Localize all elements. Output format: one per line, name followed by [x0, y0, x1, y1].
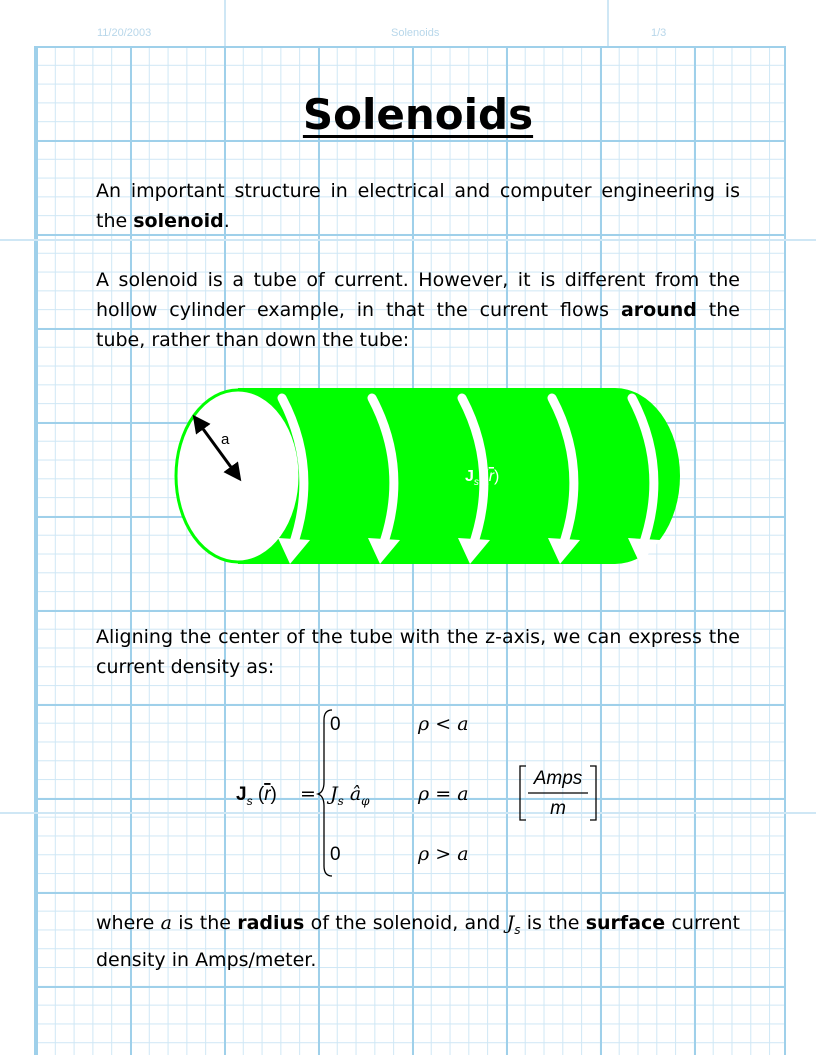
closing-text: where	[96, 912, 161, 934]
current-label: $J_s$ (r)	[465, 468, 500, 488]
header-date: 11/20/2003	[97, 27, 152, 39]
closing-text: is the	[520, 912, 586, 934]
aligning-paragraph: Aligning the center of the tube with the z-axis, we can express the current density as:	[96, 626, 740, 678]
closing-text: current density in Amps/meter.	[96, 912, 741, 971]
variable-j: J	[506, 912, 515, 934]
closing-text: is the	[171, 912, 238, 934]
case-1-value: 0	[330, 714, 341, 735]
solenoid-end-face	[176, 390, 300, 562]
definition-paragraph	[96, 265, 740, 355]
equation-lhs: $J_s$ (r)	[236, 784, 277, 808]
header-title: Solenoids	[391, 27, 440, 39]
equation-equals: =	[300, 783, 316, 805]
definition-term: around	[620, 299, 697, 321]
current-density-equation	[228, 700, 618, 880]
case-3-value: 0	[330, 844, 341, 865]
radius-label: a	[221, 431, 230, 448]
intro-paragraph	[96, 176, 740, 236]
definition-text-end: the tube, rather than down the tube:	[96, 299, 740, 351]
intro-text: An important structure in electrical and computer engineering is the	[96, 180, 740, 232]
solenoid-figure	[170, 380, 690, 575]
header-page-number: 1/3	[651, 27, 667, 39]
closing-text: of the solenoid, and	[304, 912, 507, 934]
definition-text-start: A solenoid is a tube of current. However, it is different from the hollow cylinder example, in that the current flows	[96, 269, 740, 321]
case-2-condition: ρ = a	[418, 783, 469, 805]
case-2-value: $J_s$ $â_\varphi$	[330, 783, 370, 808]
variable-j-subscript: s	[514, 922, 521, 937]
units-right-bracket	[590, 766, 596, 820]
term-surface: surface	[585, 912, 666, 934]
case-3-condition: ρ > a	[418, 843, 469, 865]
variable-a: a	[160, 912, 172, 934]
intro-term: solenoid	[133, 210, 224, 232]
closing-paragraph	[96, 908, 740, 975]
units-left-bracket	[520, 766, 526, 820]
units-denominator: m	[550, 798, 566, 819]
case-1-condition: ρ < a	[418, 713, 469, 735]
intro-end: .	[223, 210, 230, 232]
page-title: Solenoids	[302, 90, 534, 139]
term-radius: radius	[237, 912, 305, 934]
units-numerator: Amps	[533, 768, 583, 789]
